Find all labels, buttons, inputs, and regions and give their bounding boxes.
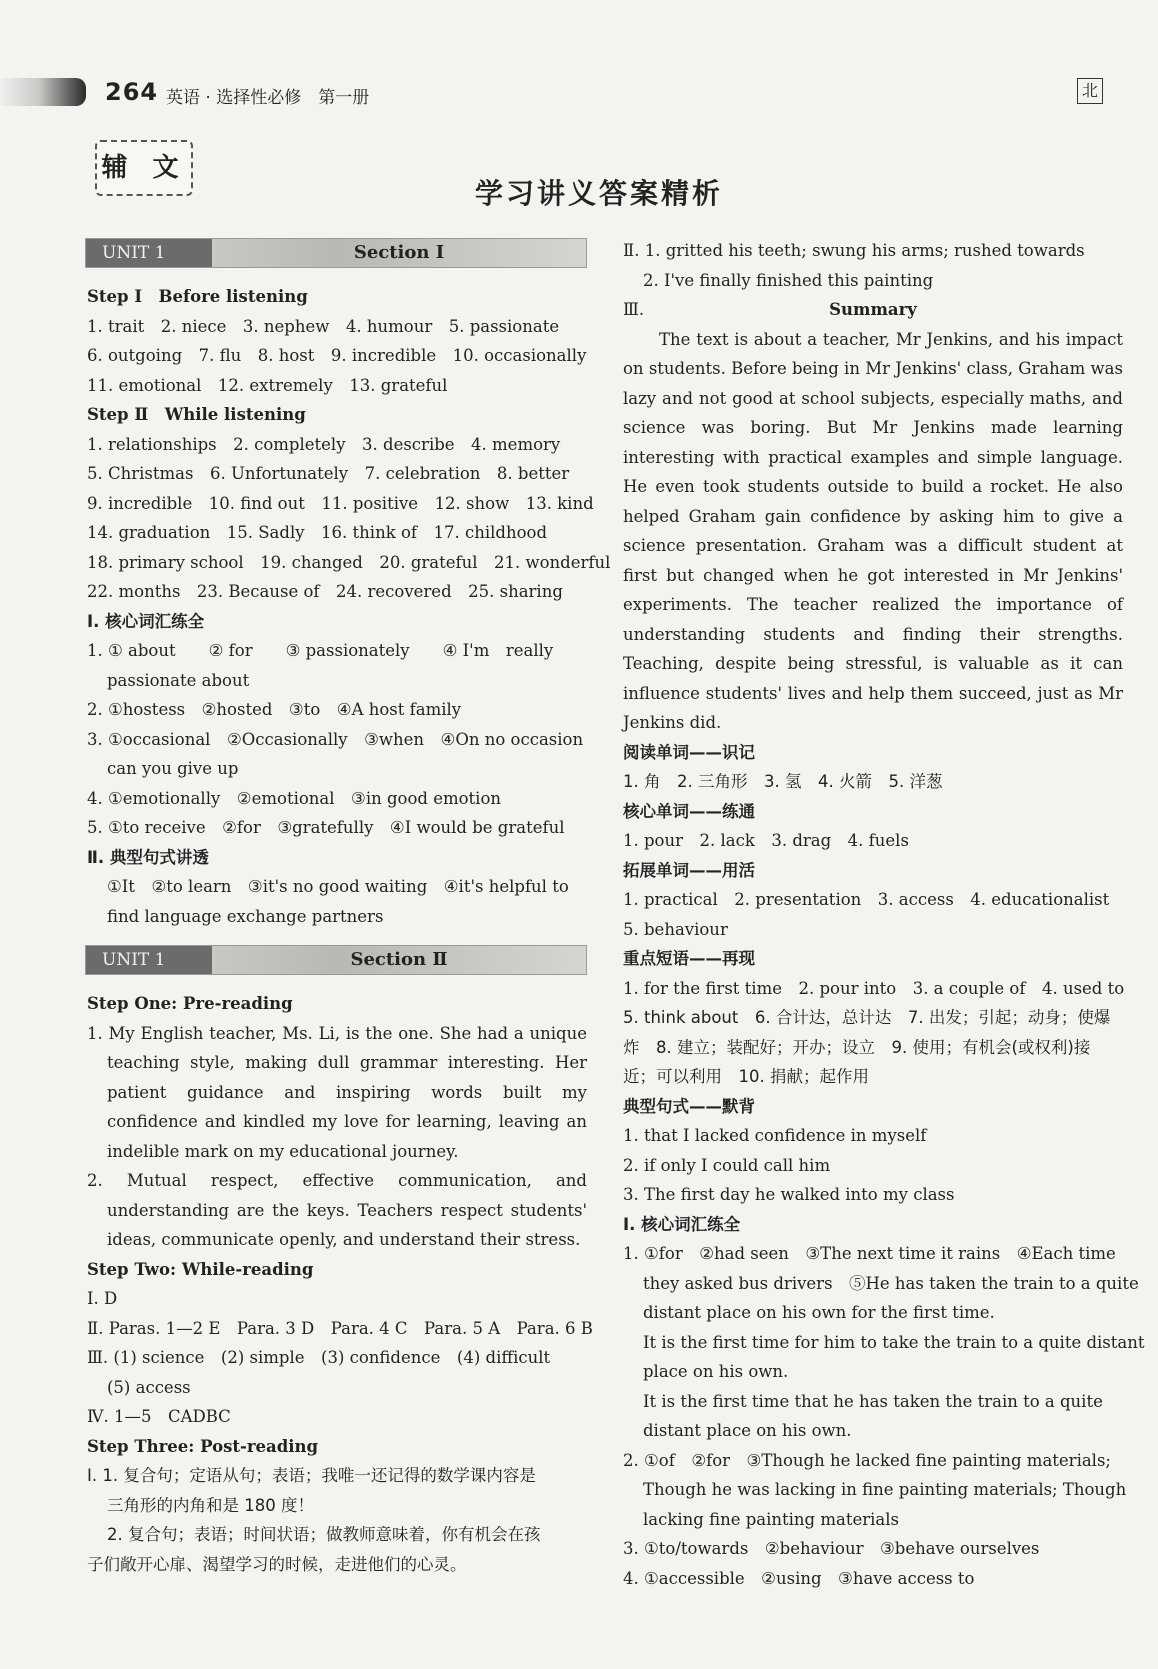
answer-line: 1. trait 2. niece 3. nephew 4. humour 5. passionate bbox=[87, 316, 560, 336]
book-title: 英语 · 选择性必修 第一册 bbox=[166, 88, 370, 108]
answer-line: 18. primary school 19. changed 20. grateful 21. wonderful bbox=[87, 552, 611, 572]
answer-line: 2. ①of ②for ③Though he lacked fine painting materials; bbox=[623, 1450, 1111, 1470]
section-label: Section Ⅰ bbox=[353, 242, 445, 264]
answer-line: 3. ①occasional ②Occasionally ③when ④On no occasion bbox=[87, 729, 584, 749]
answer-line: Though he was lacking in fine painting materials; Though bbox=[643, 1480, 1127, 1499]
subsection-heading: 拓展单词——用活 bbox=[623, 860, 755, 880]
answer-line: distant place on his own. bbox=[643, 1421, 852, 1440]
answer-line: 2. I've finally finished this painting bbox=[643, 270, 934, 290]
answer-line: 近；可以利用 10. 捐献；起作用 bbox=[623, 1067, 869, 1086]
unit-label: UNIT 1 bbox=[86, 946, 212, 974]
answer-line: Ⅲ. (1) science (2) simple (3) confidence (4) difficult bbox=[87, 1348, 551, 1367]
answer-line: Ⅳ. 1—5 CADBC bbox=[87, 1407, 231, 1426]
answer-line: 1. pour 2. lack 3. drag 4. fuels bbox=[623, 831, 909, 850]
answer-line: 1. ①for ②had seen ③The next time it rains ④Each time bbox=[623, 1244, 1116, 1263]
step-heading: Step Two: While-reading bbox=[87, 1259, 314, 1279]
answer-line: 6. outgoing 7. flu 8. host 9. incredible 10. occasionally bbox=[87, 346, 587, 365]
subsection-heading: 重点短语——再现 bbox=[623, 949, 755, 968]
step-heading: Step Ⅱ While listening bbox=[87, 405, 306, 424]
answer-line: 22. months 23. Because of 24. recovered 25. sharing bbox=[87, 582, 563, 601]
answer-line: It is the first time for him to take the train to a quite distant bbox=[643, 1332, 1145, 1352]
subsection-heading: Ⅱ. 典型句式讲透 bbox=[87, 847, 209, 867]
answer-line: 1. ① about ② for ③ passionately ④ I'm really bbox=[87, 641, 554, 660]
answer-line: 子们敞开心扉、渴望学习的时候，走进他们的心灵。 bbox=[87, 1554, 467, 1574]
summary-paragraph: The text is about a teacher, Mr Jenkins, and his impact on students. Before being in Mr Jenkins' class, Graham was lazy and not good at school subjects, especially maths, and science was boring. But Mr Jenkins made learning interesting with practical examples and simple language. He even took students outside to build a rocket. He also helped Graham gain confidence by asking him to give a science presentation. Graham was a difficult student at first but changed when he got interested in Mr Jenkins' experiments. The teacher realized the importance of understanding students and finding their strengths. Teaching, despite being stressful, is valuable as it can influence students' lives and help them succeed, just as Mr Jenkins did. bbox=[623, 329, 1123, 732]
section-banner bbox=[85, 238, 587, 268]
answer-line: find language exchange partners bbox=[107, 906, 384, 926]
step-heading: Step One: Pre-reading bbox=[87, 994, 293, 1013]
subsection-heading: 阅读单词——识记 bbox=[623, 742, 755, 762]
answer-line: 1. relationships 2. completely 3. describe 4. memory bbox=[87, 434, 561, 454]
page-corner-tab bbox=[0, 78, 86, 106]
summary-title: Summary bbox=[829, 300, 917, 319]
answer-line: It is the first time that he has taken the train to a quite bbox=[643, 1391, 1103, 1411]
answer-line: distant place on his own for the first time. bbox=[643, 1303, 995, 1322]
section-banner bbox=[85, 945, 587, 975]
edition-badge: 北 bbox=[1077, 78, 1103, 104]
answer-line: 3. ①to/towards ②behaviour ③behave ourselves bbox=[623, 1539, 1040, 1558]
answer-line: 2. if only I could call him bbox=[623, 1155, 831, 1175]
answer-line: 1. that I lacked confidence in myself bbox=[623, 1126, 927, 1145]
answer-line: Ⅰ. 1. 复合句；定语从句；表语；我唯一还记得的数学课内容是 bbox=[87, 1466, 536, 1485]
answer-line: 14. graduation 15. Sadly 16. think of 17. childhood bbox=[87, 523, 548, 542]
answer-line: 2. 复合句；表语；时间状语；做教师意味着，你有机会在孩 bbox=[107, 1525, 541, 1544]
answer-line: 4. ①emotionally ②emotional ③in good emotion bbox=[87, 788, 502, 808]
page-title: 学习讲义答案精析 bbox=[475, 177, 724, 210]
answer-line: lacking fine painting materials bbox=[643, 1509, 899, 1529]
unit-label: UNIT 1 bbox=[86, 239, 212, 267]
answer-line: 炸 8. 建立；装配好；开办；设立 9. 使用；有机会(或权利)接 bbox=[623, 1037, 1091, 1057]
answer-line: 11. emotional 12. extremely 13. grateful bbox=[87, 375, 448, 395]
answer-line: ①It ②to learn ③it's no good waiting ④it's helpful to bbox=[107, 877, 569, 896]
answer-line: place on his own. bbox=[643, 1362, 789, 1381]
step-heading: Step Three: Post-reading bbox=[87, 1436, 319, 1456]
answer-line: 5. Christmas 6. Unfortunately 7. celebration 8. better bbox=[87, 464, 570, 483]
supplement-label: 辅 文 bbox=[95, 140, 193, 196]
step-heading: Step Ⅰ Before listening bbox=[87, 287, 308, 306]
answer-label: Ⅲ. bbox=[623, 300, 645, 319]
subsection-heading: Ⅰ. 核心词汇练全 bbox=[623, 1214, 741, 1234]
page-number: 264 bbox=[105, 78, 159, 106]
answer-paragraph: 2. Mutual respect, effective communication, and understanding are the keys. Teachers respect students' ideas, communicate openly, and understand their stress. bbox=[87, 1171, 587, 1249]
answer-line: they asked bus drivers ⑤He has taken the train to a quite bbox=[643, 1273, 1139, 1293]
answer-line: 5. think about 6. 合计达，总计达 7. 出发；引起；动身；使爆 bbox=[623, 1008, 1111, 1027]
subsection-heading: 核心单词——练通 bbox=[623, 801, 755, 821]
answer-line: Ⅰ. D bbox=[87, 1289, 118, 1308]
answer-line: 1. 角 2. 三角形 3. 氢 4. 火箭 5. 洋葱 bbox=[623, 772, 943, 791]
left-column bbox=[87, 236, 611, 1579]
answer-line: passionate about bbox=[107, 670, 250, 690]
answer-line: Ⅱ. 1. gritted his teeth; swung his arms; rushed towards bbox=[623, 241, 1085, 260]
answer-line: 1. for the first time 2. pour into 3. a couple of 4. used to bbox=[623, 978, 1125, 998]
answer-line: can you give up bbox=[107, 759, 239, 778]
subsection-heading: Ⅰ. 核心词汇练全 bbox=[87, 611, 205, 631]
answer-line: 2. ①hostess ②hosted ③to ④A host family bbox=[87, 700, 462, 719]
answer-line: 4. ①accessible ②using ③have access to bbox=[623, 1568, 975, 1588]
answer-line: 1. practical 2. presentation 3. access 4. educationalist bbox=[623, 890, 1110, 909]
section-label: Section Ⅱ bbox=[350, 949, 448, 971]
answer-paragraph: 1. My English teacher, Ms. Li, is the one. She had a unique teaching style, making dull grammar interesting. Her patient guidance and inspiring words built my confidence and kindled my love for learning, leaving an indelible mark on my educational journey. bbox=[87, 1023, 587, 1161]
answer-line: 3. The first day he walked into my class bbox=[623, 1185, 955, 1204]
summary-header bbox=[623, 295, 1123, 325]
answer-line: 三角形的内角和是 180 度！ bbox=[107, 1495, 314, 1515]
subsection-heading: 典型句式——默背 bbox=[623, 1096, 755, 1116]
answer-line: Ⅱ. Paras. 1—2 E Para. 3 D Para. 4 C Para. 5 A Para. 6 B bbox=[87, 1318, 593, 1338]
answer-line: (5) access bbox=[107, 1377, 191, 1397]
answer-line: 5. behaviour bbox=[623, 919, 728, 939]
answer-line: 9. incredible 10. find out 11. positive 12. show 13. kind bbox=[87, 493, 594, 513]
answer-line: 5. ①to receive ②for ③gratefully ④I would be grateful bbox=[87, 818, 565, 837]
right-column bbox=[623, 236, 1145, 1593]
